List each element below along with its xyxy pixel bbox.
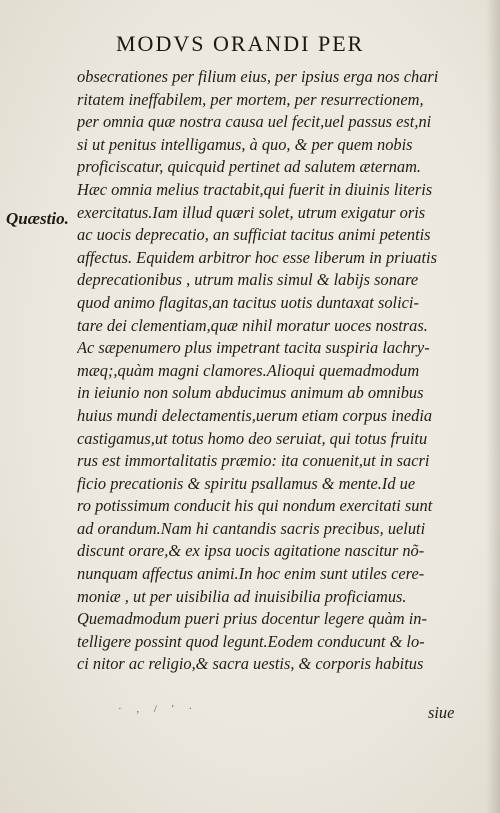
text-line: tare dei clementiam,quæ nihil moratur uoces nostras. [77, 315, 428, 335]
page-gutter-shadow [486, 0, 500, 813]
marginal-note: Quæstio. [6, 209, 69, 228]
text-line: moniæ , ut per uisibilia ad inuisibilia proficiamus. [77, 586, 407, 606]
text-line: ritatem ineffabilem, per mortem, per resurrectionem, [77, 89, 424, 109]
text-line: ficio precationis & spiritu psallamus & mente.Id ue [77, 473, 416, 493]
text-line: ci nitor ac religio,& sacra uestis, & corporis habitus [77, 654, 424, 674]
text-line: nunquam affectus animi.In hoc enim sunt utiles cere- [77, 564, 425, 584]
running-header: MODVS ORANDI PER [116, 31, 365, 56]
text-line: deprecationibus , utrum malis simul & labijs sonare [77, 270, 419, 290]
text-line: mæq;,quàm magni clamores.Alioqui quemadmodum [77, 360, 420, 380]
text-line: obsecrationes per filium eius, per ipsius erga nos chari [77, 67, 439, 86]
text-line: ac uocis deprecatio, an sufficiat tacitus animi petentis [77, 225, 431, 245]
text-line: in ieiunio non solum abducimus animum ab omnibus [77, 383, 424, 403]
printer-marks: · , / ' · [118, 703, 199, 715]
text-line: huius mundi delectamentis,uerum etiam corpus inedia [77, 405, 433, 425]
text-line: ad orandum.Nam hi cantandis sacris precibus, ueluti [77, 518, 426, 538]
text-line: Ac sæpenumero plus impetrant tacita suspiria lachry- [77, 338, 430, 358]
text-line: rus est immortalitatis præmio: ita conuenit,ut in sacri [77, 451, 430, 471]
text-line: proficiscatur, quicquid pertinet ad salutem æternam. [77, 157, 422, 177]
text-line: exercitatus.Iam illud quæri solet, utrum exigatur oris [77, 202, 426, 222]
text-line: Hæc omnia melius tractabit,qui fuerit in diuinis literis [77, 179, 433, 199]
text-line: telligere possint quod legunt.Eodem conducunt & lo- [77, 631, 425, 651]
text-line: discunt orare,& ex ipsa uocis agitatione nascitur nõ- [77, 541, 425, 561]
body-text [77, 66, 461, 676]
text-line: Quemadmodum pueri prius docentur legere quàm in- [77, 609, 427, 629]
text-line: ro potissimum conducit his qui nondum exercitati sunt [77, 496, 433, 516]
text-line: si ut penitus intelligamus, à quo, & per quem nobis [77, 134, 413, 154]
catchword: siue [428, 703, 455, 722]
text-line: castigamus,ut totus homo deo seruiat, qui totus fruitu [77, 428, 428, 448]
text-line: affectus. Equidem arbitror hoc esse liberum in priuatis [77, 247, 437, 267]
text-line: per omnia quæ nostra causa uel fecit,uel passus est,ni [77, 112, 432, 132]
text-line: quod animo flagitas,an tacitus uotis duntaxat solici- [77, 292, 419, 312]
